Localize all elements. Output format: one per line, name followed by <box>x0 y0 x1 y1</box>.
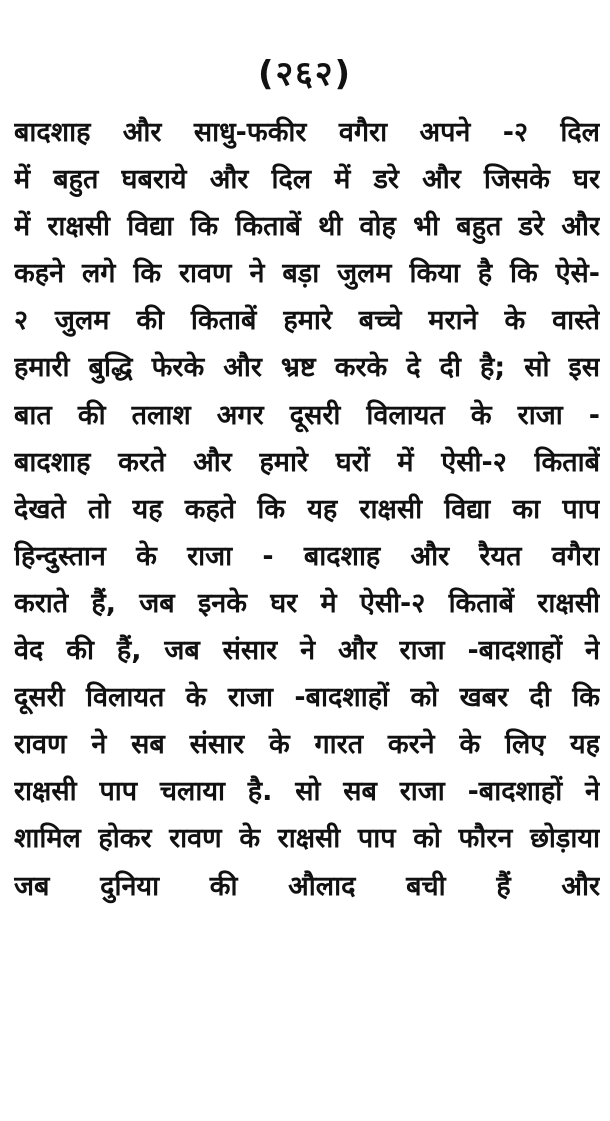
text-line: में बहुत घबराये और दिल में डरे और जिसके घर <box>14 164 600 196</box>
text-line: देखते तो यह कहते कि यह राक्षसी विद्या का पाप <box>14 493 600 525</box>
text-line: राक्षसी पाप चलाया है. सो सब राजा -बादशाहों ने <box>14 776 600 808</box>
text-line: बादशाह करते और हमारे घरों में ऐसी-२ किताबें <box>14 446 600 478</box>
text-line: बात की तलाश अगर दूसरी विलायत के राजा - <box>14 399 600 431</box>
text-line: शामिल होकर रावण के राक्षसी पाप को फौरन छोड़ाया <box>14 823 600 855</box>
text-line: २ जुलम की किताबें हमारे बच्चे मराने के वास्ते <box>14 305 600 337</box>
text-line: कराते हैं, जब इनके घर मे ऐसी-२ किताबें राक्षसी <box>14 587 600 619</box>
text-line: में राक्षसी विद्या कि किताबें थी वोह भी बहुत डरे और <box>14 211 600 243</box>
text-line: हिन्दुस्तान के राजा - बादशाह और रैयत वगैरा <box>14 540 600 572</box>
text-line: हमारी बुद्धि फेरके और भ्रष्ट करके दे दी है; सो इस <box>14 352 600 384</box>
text-line: वेद की हैं, जब संसार ने और राजा -बादशाहों ने <box>14 635 600 667</box>
body-text <box>14 109 600 910</box>
text-line: जब दुनिया की औलाद बची हैं और <box>14 870 600 902</box>
text-line: दूसरी विलायत के राजा -बादशाहों को खबर दी कि <box>14 682 600 714</box>
text-line: कहने लगे कि रावण ने बड़ा जुलम किया है कि ऐसे- <box>14 258 600 290</box>
text-line: रावण ने सब संसार के गारत करने के लिए यह <box>14 729 600 761</box>
page-number: (२६२) <box>257 54 353 94</box>
text-line: बादशाह और साधु-फकीर वगैरा अपने -२ दिल <box>14 117 600 148</box>
